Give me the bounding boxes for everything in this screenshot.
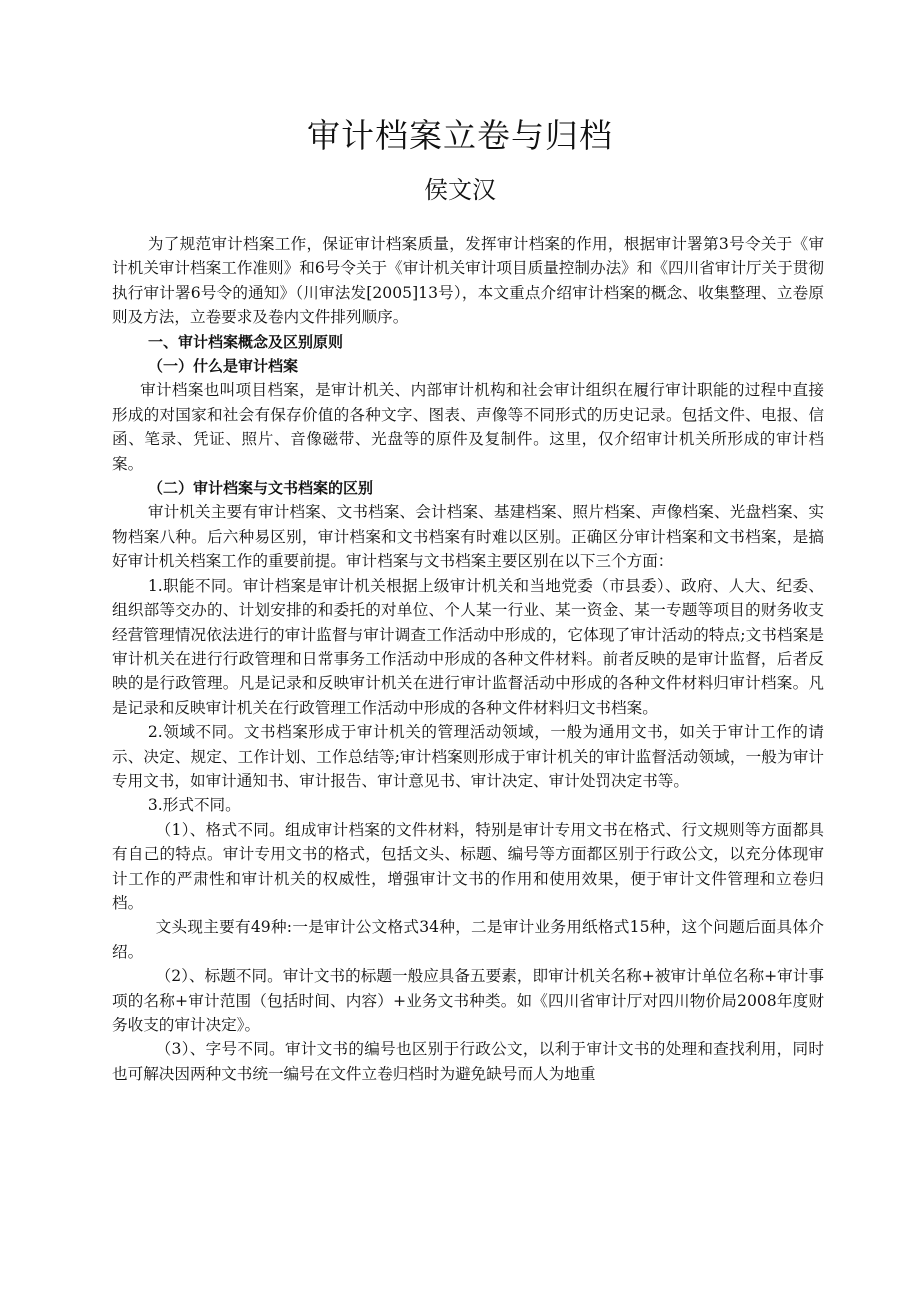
document-title: 审计档案立卷与归档 xyxy=(307,116,613,155)
section-heading-1: 一、审计档案概念及区别原则 xyxy=(148,332,344,351)
intro-paragraph: 为了规范审计档案工作，保证审计档案质量，发挥审计档案的作用，根据审计署第3号令关于《审计机关审计档案工作准则》和6号令关于《审计机关审计项目质量控制办法》和《四川省审计厅关于贯彻执行审计署6号令的通知》（川审法发[2005]13号），本文重点介绍审计档案的概念、收集整理、立卷原则及方法，立卷要求及卷内文件排列顺序。 xyxy=(112,235,824,327)
subsection-heading-1: （一）什么是审计档案 xyxy=(148,357,299,376)
paragraph-form-difference: 3.形式不同。 xyxy=(147,796,241,815)
paragraph-function-difference: 1.职能不同。审计档案是审计机关根据上级审计机关和当地党委（市县委）、政府、人大、纪委、组织部等交办的、计划安排的和委托的对单位、个人某一行业、某一资金、某一专题等项目的财务收支经营管理情况依法进行的审计监督与审计调查工作活动中形成的，它体现了审计活动的特点;文书档案是审计机关在进行行政管理和日常事务工作活动中形成的各种文件材料。前者反映的是审计监督，后者反映的是行政管理。凡是记录和反映审计机关在进行审计监督活动中形成的各种文件材料归审计档案。凡是记录和反映审计机关在行政管理工作活动中形成的各种文件材料归文书档案。 xyxy=(112,576,824,717)
subsection-heading-2: （二）审计档案与文书档案的区别 xyxy=(148,479,374,498)
paragraph-archive-types: 审计机关主要有审计档案、文书档案、会计档案、基建档案、照片档案、声像档案、光盘档案、实物档案八种。后六种易区别，审计档案和文书档案有时难以区别。正确区分审计档案和文书档案，是搞好审计机关档案工作的重要前提。审计档案与文书档案主要区别在以下三个方面： xyxy=(112,503,824,571)
paragraph-domain-difference: 2.领域不同。文书档案形成于审计机关的管理活动领域，一般为通用文书，如关于审计工作的请示、决定、规定、工作计划、工作总结等;审计档案则形成于审计机关的审计监督活动领域，一般为审计专用文书，如审计通知书、审计报告、审计意见书、审计决定、审计处罚决定书等。 xyxy=(112,723,824,790)
paragraph-definition: 审计档案也叫项目档案，是审计机关、内部审计机构和社会审计组织在履行审计职能的过程中直接形成的对国家和社会有保存价值的各种文字、图表、声像等不同形式的历史记录。包括文件、电报、信函、笔录、凭证、照片、音像磁带、光盘等的原件及复制件。这里，仅介绍审计机关所形成的审计档案。 xyxy=(112,381,824,473)
document-body xyxy=(112,232,824,1086)
document-author: 侯文汉 xyxy=(424,176,496,204)
paragraph-number-difference: （3）、字号不同。审计文书的编号也区别于行政公文，以利于审计文书的处理和查找利用，同时也可解决因两种文书统一编号在文件立卷归档时为避免缺号而人为地重 xyxy=(112,1040,824,1083)
paragraph-format-difference: （1）、格式不同。组成审计档案的文件材料，特别是审计专用文书在格式、行文规则等方面都具有自己的特点。审计专用文书的格式，包括文头、标题、编号等方面都区别于行政公文，以充分体现审计工作的严肃性和审计机关的权威性，增强审计文书的作用和使用效果，便于审计文件管理和立卷归档。 xyxy=(112,820,824,912)
paragraph-header-types: 文头现主要有49种:一是审计公文格式34种，二是审计业务用纸格式15种，这个问题后面具体介绍。 xyxy=(112,918,824,961)
paragraph-title-difference: （2）、标题不同。审计文书的标题一般应具备五要素，即审计机关名称+被审计单位名称+审计事项的名称+审计范围（包括时间、内容）+业务文书种类。如《四川省审计厅对四川物价局2008年度财务收支的审计决定》。 xyxy=(112,967,824,1034)
